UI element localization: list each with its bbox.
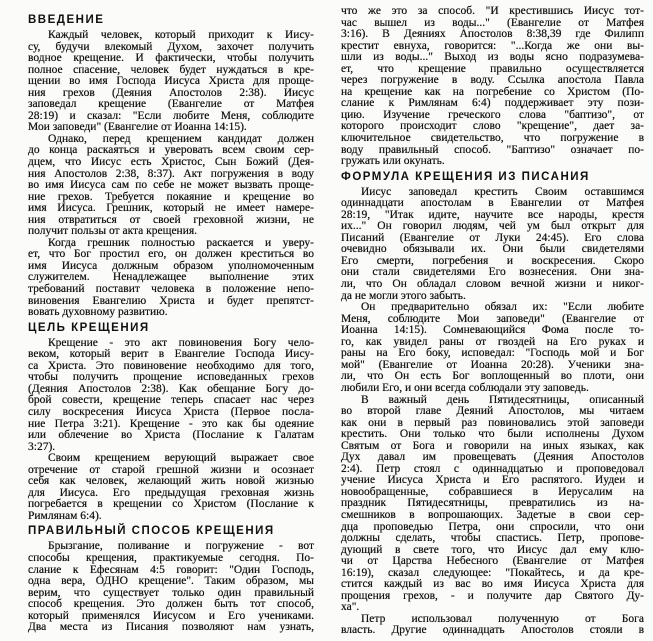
text-line: слание к Ефесянам 4:5 говорит: "Один Господь, xyxy=(28,563,314,576)
text-line: ли, что Он обладал словом вечной жизни и никог- xyxy=(341,278,644,291)
text-line: служителем. Ненадлежащее выполнение этих xyxy=(28,271,314,284)
text-line: 3:27). xyxy=(28,440,56,453)
text-line: требований поставит человека в положение непо- xyxy=(28,283,314,296)
text-line: Меня, соблюдите Мои заповеди" (Евангелие от xyxy=(341,312,644,325)
text-line: очевидно обязывали их. Они были свидетелями xyxy=(341,243,644,256)
text-line: отречение от старой грешной жизни и осознает xyxy=(28,463,314,476)
text-line: ха". xyxy=(341,601,360,614)
text-line: Брызгание, поливание и погружение - вот xyxy=(48,540,314,553)
text-line: они стали свидетелями Его вознесения. Они зна- xyxy=(341,266,644,279)
text-line: веком, который верит в Евангелие Господа Иису- xyxy=(28,348,314,361)
text-line: любили Его, и они всегда соблюдали эту заповедь. xyxy=(341,381,589,394)
text-line: получит пользы от акта крещения. xyxy=(28,225,198,238)
text-line: во имя Иисуса сам по себе не может вызвать проще- xyxy=(28,179,314,192)
text-line: 16:19), сказал следующее: "Покайтесь, и да кре- xyxy=(341,566,644,579)
text-line: который применялся Иисусом и Его учениками. xyxy=(28,609,314,622)
text-line: новообращенные, собравшиеся в Иерусалим на xyxy=(341,485,644,498)
paragraph xyxy=(341,395,644,614)
text-line: себя как человек, желающий жить новой жизнью xyxy=(28,475,314,488)
paragraph xyxy=(28,541,314,633)
text-line: Иисус заповедал крестить Своим оставшимся xyxy=(361,185,644,198)
text-line: виновения Евангелию Христа и будет препятст- xyxy=(28,294,314,307)
text-line: водное крещение. И фактически, чтобы получить xyxy=(28,52,314,65)
section-heading: ВВЕДЕНИЕ xyxy=(28,14,105,26)
text-line: ние Петра 3:21). Крещение - это как бы одеяние xyxy=(28,417,314,430)
text-line: 2:4). Петр стоял с одиннадцатью и проповедовал xyxy=(341,462,644,475)
text-line: ет, что крещение правильно осуществляется xyxy=(341,62,644,75)
left-text-column xyxy=(28,11,314,634)
text-line: крестить. Они только что были исполнены Духом xyxy=(341,428,644,441)
text-line: ния грехов (Деяния Апостолов 2:38). Иисус xyxy=(28,86,314,99)
text-line: должны сделать, чтобы спастись. Петр, пропове- xyxy=(341,532,644,545)
text-line: Дух давал им провещевать (Деяния Апостолов xyxy=(341,451,644,464)
text-line: вовать духовному развитию. xyxy=(28,306,168,319)
paragraph xyxy=(341,614,644,637)
text-line: одна вера, ОДНО крещение". Таким образом, мы xyxy=(28,575,314,588)
text-line: заповедал крещение (Евангелие от Матфея xyxy=(28,98,314,111)
section-heading: ФОРМУЛА КРЕЩЕНИЯ ИЗ ПИСАНИЯ xyxy=(341,170,590,183)
text-line: или облечение во Христа (Послание к Галатам xyxy=(28,429,314,442)
text-line: силу воскресения Иисуса Христа (Первое посла- xyxy=(28,405,314,418)
text-line: В важный день Пятидесятницы, описанный xyxy=(361,393,644,406)
text-line: 28:19, "Итак идите, научите все народы, крестя xyxy=(341,208,644,221)
text-line: одиннадцати апостолам в Евангелии от Матфея xyxy=(341,197,644,210)
text-line: мой" (Евангелие от Иоанна 20:28). Ученики зна- xyxy=(341,358,644,371)
text-line: крестит евнуха, говорится: "...Когда же они вы- xyxy=(341,39,644,52)
text-line: ет, что Бог простил его, он должен креститься во xyxy=(28,248,314,261)
section-heading: ПРАВИЛЬНЫЙ СПОСОБ КРЕЩЕНИЯ xyxy=(28,525,275,538)
text-line: воду правильный способ. "Баптизо" означает по- xyxy=(341,143,644,156)
text-line: Два места из Писания позволяют нам узнать, xyxy=(28,621,314,634)
text-line: Однако, перед крещением кандидат должен xyxy=(48,132,314,145)
text-line: (Деяния Апостолов 2:38). Как обещание Богу до- xyxy=(28,382,314,395)
text-line: Римлянам 6:4). xyxy=(28,509,102,522)
text-line: ключительное свидетельство, что погружение в xyxy=(341,132,644,145)
text-line: способ крещения. Это должен быть тот способ, xyxy=(28,598,314,611)
text-line: на крещение как на погребение со Христом (По- xyxy=(341,85,644,98)
paragraph xyxy=(341,302,644,394)
text-line: которого происходит слово "крещение", дает за- xyxy=(341,120,644,133)
text-line: власть. Другие одиннадцать Апостолов стояли в xyxy=(341,624,644,637)
paragraph xyxy=(28,134,314,238)
text-line: полное спасение, человек будет нуждаться в кре- xyxy=(28,63,314,76)
text-line: Крещение - это акт повиновения Богу чело- xyxy=(48,336,314,349)
text-line: слание к Римлянам 6:4) поддерживает эту пози- xyxy=(341,97,644,110)
text-line: как они в первый раз повиновались этой заповеди xyxy=(341,416,644,429)
paragraph xyxy=(28,238,314,319)
text-line: имя Иисуса должным образом уполномоченным xyxy=(28,259,314,272)
text-line: 3:16). В Деяниях Апостолов 8:38,39 где Филипп xyxy=(341,28,644,41)
text-line: стится каждый из вас во имя Иисуса Христа для xyxy=(341,578,644,591)
text-line: раны на Его боку, исповедал: "Господь мой и Бог xyxy=(341,347,644,360)
right-text-column xyxy=(341,6,644,637)
text-line: дца проповедью Петра, они спросили, что они xyxy=(341,520,644,533)
text-line: час вышел из воды..." (Евангелие от Матфея xyxy=(341,16,644,29)
text-line: прощения грехов, - и получите дар Святого Ду- xyxy=(341,589,644,602)
text-line: Он предварительно обязал их: "Если любите xyxy=(361,301,644,314)
text-line: дующий в свете того, что Иисус дал ему клю- xyxy=(341,543,644,556)
text-line: ния Апостолов 2:38, 8:37). Акт погружения в воду xyxy=(28,167,314,180)
text-line: смешников в вопрошающих. Задетые в свои сер- xyxy=(341,508,644,521)
section-heading: ЦЕЛЬ КРЕЩЕНИЯ xyxy=(28,321,150,334)
text-line: праздник Пятидесятницы, превратились из на- xyxy=(341,497,644,510)
text-line: Святым от Бога и говорили на иных языках, как xyxy=(341,439,644,452)
paragraph xyxy=(28,338,314,453)
text-line: брой совести, крещение теперь спасает нас через xyxy=(28,394,314,407)
paragraph xyxy=(28,30,314,134)
text-line: 28:19) и сказал: "Если любите Меня, соблюдите xyxy=(28,109,314,122)
text-line: во второй главе Деяний Апостолов, мы читаем xyxy=(341,405,644,418)
text-line: го, как увидел раны от гвоздей на Его руках и xyxy=(341,335,644,348)
text-line: ние грехов. Требуется покаяние и крещение во xyxy=(28,190,314,203)
text-line: Своим крещением верующий выражает свое xyxy=(48,452,314,465)
text-line: Писаний (Евангелие от Луки 24:45). Его слова xyxy=(341,231,644,244)
text-line: Петр использовал полученную от Бога xyxy=(361,612,644,625)
text-line: су, будучи влекомый Духом, захочет получить xyxy=(28,40,314,53)
text-line: погребается в крещении со Христом (Послание к xyxy=(28,498,314,511)
text-line: учение Иисуса Христа и Его распятого. Иудеи и xyxy=(341,474,644,487)
text-line: чи от Царства Небесного (Евангелие от Матфея xyxy=(341,555,644,568)
text-line: дцем, что Иисус есть Христос, Сын Божий (Дея- xyxy=(28,156,314,169)
text-line: ли, что Он есть Бог воплощенный во плоти, они xyxy=(341,370,644,383)
text-line: до конца раскаяться и уверовать всем своим сер- xyxy=(28,144,314,157)
text-line: Каждый человек, который приходит к Иису- xyxy=(48,29,314,41)
text-line: Когда грешник полностью раскается и уверу- xyxy=(48,236,314,249)
text-line: Мои заповеди" (Евангелие от Иоанна 14:15). xyxy=(28,121,247,134)
text-line: чтобы получить прощение исповеданных грехов xyxy=(28,371,314,384)
text-line: ния отвратиться от своей греховной жизни, не xyxy=(28,213,314,226)
text-line: что же это за способ. "И крестившись Иисус тот- xyxy=(341,5,644,17)
text-line: шли из воды..." Выход из воды ясно подразумева- xyxy=(341,51,644,64)
text-line: Его смерти, погребения и воскресения. Скоро xyxy=(341,254,644,267)
text-line: имя Иисуса. Грешник, который не имеет намере- xyxy=(28,202,314,215)
text-line: Иоанна 14:15). Сомневающийся Фома после то- xyxy=(341,324,644,337)
paragraph xyxy=(341,6,644,168)
text-line: верим, что существует только один правильный xyxy=(28,586,314,599)
paragraph xyxy=(28,453,314,522)
paragraph xyxy=(341,187,644,302)
text-line: да не могли этого забыть. xyxy=(341,289,466,302)
text-line: са Христа. Это повиновение необходимо для того, xyxy=(28,359,314,372)
text-line: их..." Он говорил людям, чей ум был открыт для xyxy=(341,220,644,233)
text-line: гружать или окунать. xyxy=(341,155,445,168)
text-line: для Иисуса. Его предыдущая греховная жизнь xyxy=(28,486,314,499)
text-line: способы крещения, практикуемые сегодня. По- xyxy=(28,551,314,564)
text-line: цию. Изучение греческого слова "баптизо", от xyxy=(341,108,644,121)
text-line: щении во имя Господа Иисуса Христа для проще- xyxy=(28,75,314,88)
text-line: через погружение в воду. Ссылка апостола Павла xyxy=(341,74,644,87)
